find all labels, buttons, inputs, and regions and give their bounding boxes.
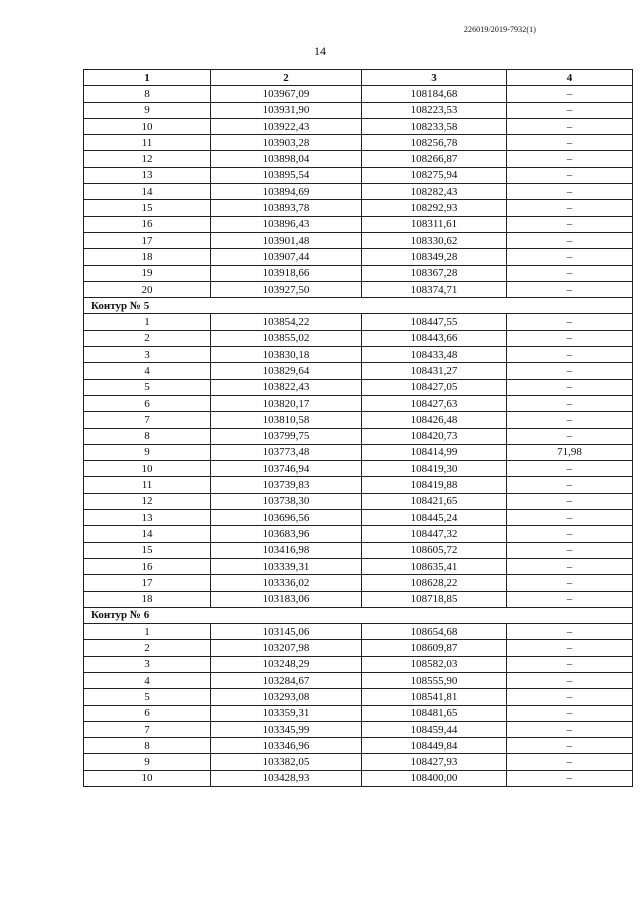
value-cell: – — [507, 672, 633, 688]
y-coordinate-cell: 108605,72 — [362, 542, 507, 558]
point-number-cell: 3 — [84, 656, 211, 672]
y-coordinate-cell: 108654,68 — [362, 624, 507, 640]
table-row — [84, 656, 633, 672]
section-row — [84, 607, 633, 623]
table-row — [84, 721, 633, 737]
value-cell: – — [507, 689, 633, 705]
table-row — [84, 151, 633, 167]
table-row — [84, 135, 633, 151]
point-number-cell: 4 — [84, 672, 211, 688]
table-row — [84, 510, 633, 526]
table-row — [84, 330, 633, 346]
value-cell: – — [507, 102, 633, 118]
x-coordinate-cell: 103907,44 — [211, 249, 362, 265]
value-cell: – — [507, 721, 633, 737]
y-coordinate-cell: 108445,24 — [362, 510, 507, 526]
value-cell: – — [507, 363, 633, 379]
column-header-3: 3 — [362, 70, 507, 86]
document-id: 226019/2019-7932(1) — [463, 25, 536, 34]
x-coordinate-cell: 103359,31 — [211, 705, 362, 721]
value-cell: – — [507, 477, 633, 493]
value-cell: – — [507, 314, 633, 330]
x-coordinate-cell: 103894,69 — [211, 184, 362, 200]
table-row — [84, 754, 633, 770]
y-coordinate-cell: 108449,84 — [362, 738, 507, 754]
point-number-cell: 9 — [84, 102, 211, 118]
y-coordinate-cell: 108427,05 — [362, 379, 507, 395]
y-coordinate-cell: 108635,41 — [362, 558, 507, 574]
point-number-cell: 11 — [84, 135, 211, 151]
value-cell: – — [507, 216, 633, 232]
x-coordinate-cell: 103893,78 — [211, 200, 362, 216]
value-cell: – — [507, 135, 633, 151]
x-coordinate-cell: 103967,09 — [211, 86, 362, 102]
table-row — [84, 118, 633, 134]
y-coordinate-cell: 108266,87 — [362, 151, 507, 167]
column-header-4: 4 — [507, 70, 633, 86]
x-coordinate-cell: 103145,06 — [211, 624, 362, 640]
table-row — [84, 493, 633, 509]
value-cell: – — [507, 118, 633, 134]
column-header-1: 1 — [84, 70, 211, 86]
point-number-cell: 10 — [84, 770, 211, 786]
point-number-cell: 15 — [84, 200, 211, 216]
x-coordinate-cell: 103428,93 — [211, 770, 362, 786]
table-row — [84, 347, 633, 363]
table-body — [84, 86, 633, 787]
table-row — [84, 624, 633, 640]
section-row — [84, 298, 633, 314]
y-coordinate-cell: 108433,48 — [362, 347, 507, 363]
point-number-cell: 16 — [84, 216, 211, 232]
value-cell: – — [507, 151, 633, 167]
y-coordinate-cell: 108374,71 — [362, 281, 507, 297]
value-cell: – — [507, 624, 633, 640]
x-coordinate-cell: 103854,22 — [211, 314, 362, 330]
y-coordinate-cell: 108609,87 — [362, 640, 507, 656]
x-coordinate-cell: 103416,98 — [211, 542, 362, 558]
x-coordinate-cell: 103855,02 — [211, 330, 362, 346]
point-number-cell: 13 — [84, 167, 211, 183]
x-coordinate-cell: 103820,17 — [211, 395, 362, 411]
y-coordinate-cell: 108628,22 — [362, 575, 507, 591]
table-row — [84, 738, 633, 754]
y-coordinate-cell: 108184,68 — [362, 86, 507, 102]
y-coordinate-cell: 108275,94 — [362, 167, 507, 183]
x-coordinate-cell: 103901,48 — [211, 232, 362, 248]
table-row — [84, 444, 633, 460]
y-coordinate-cell: 108420,73 — [362, 428, 507, 444]
y-coordinate-cell: 108541,81 — [362, 689, 507, 705]
table-row — [84, 477, 633, 493]
table-row — [84, 428, 633, 444]
point-number-cell: 12 — [84, 151, 211, 167]
table-row — [84, 379, 633, 395]
y-coordinate-cell: 108349,28 — [362, 249, 507, 265]
x-coordinate-cell: 103918,66 — [211, 265, 362, 281]
table-row — [84, 461, 633, 477]
point-number-cell: 3 — [84, 347, 211, 363]
point-number-cell: 8 — [84, 738, 211, 754]
value-cell: – — [507, 738, 633, 754]
point-number-cell: 6 — [84, 705, 211, 721]
point-number-cell: 8 — [84, 428, 211, 444]
point-number-cell: 18 — [84, 591, 211, 607]
value-cell: – — [507, 86, 633, 102]
point-number-cell: 4 — [84, 363, 211, 379]
point-number-cell: 20 — [84, 281, 211, 297]
value-cell: – — [507, 167, 633, 183]
point-number-cell: 7 — [84, 412, 211, 428]
point-number-cell: 2 — [84, 640, 211, 656]
value-cell: – — [507, 461, 633, 477]
x-coordinate-cell: 103248,29 — [211, 656, 362, 672]
table-row — [84, 542, 633, 558]
value-cell: – — [507, 542, 633, 558]
y-coordinate-cell: 108431,27 — [362, 363, 507, 379]
x-coordinate-cell: 103896,43 — [211, 216, 362, 232]
point-number-cell: 1 — [84, 624, 211, 640]
table-row — [84, 216, 633, 232]
x-coordinate-cell: 103773,48 — [211, 444, 362, 460]
point-number-cell: 15 — [84, 542, 211, 558]
table-row — [84, 591, 633, 607]
value-cell: – — [507, 184, 633, 200]
table-header — [84, 70, 633, 86]
point-number-cell: 6 — [84, 395, 211, 411]
y-coordinate-cell: 108582,03 — [362, 656, 507, 672]
point-number-cell: 14 — [84, 184, 211, 200]
x-coordinate-cell: 103739,83 — [211, 477, 362, 493]
x-coordinate-cell: 103799,75 — [211, 428, 362, 444]
table-row — [84, 102, 633, 118]
table-row — [84, 575, 633, 591]
table-row — [84, 363, 633, 379]
y-coordinate-cell: 108447,32 — [362, 526, 507, 542]
section-title: Контур № 6 — [84, 607, 633, 623]
y-coordinate-cell: 108718,85 — [362, 591, 507, 607]
x-coordinate-cell: 103284,67 — [211, 672, 362, 688]
table-row — [84, 86, 633, 102]
y-coordinate-cell: 108256,78 — [362, 135, 507, 151]
point-number-cell: 13 — [84, 510, 211, 526]
table-row — [84, 689, 633, 705]
value-cell: – — [507, 200, 633, 216]
y-coordinate-cell: 108427,63 — [362, 395, 507, 411]
point-number-cell: 8 — [84, 86, 211, 102]
point-number-cell: 17 — [84, 575, 211, 591]
x-coordinate-cell: 103822,43 — [211, 379, 362, 395]
x-coordinate-cell: 103895,54 — [211, 167, 362, 183]
value-cell: – — [507, 754, 633, 770]
y-coordinate-cell: 108447,55 — [362, 314, 507, 330]
x-coordinate-cell: 103382,05 — [211, 754, 362, 770]
y-coordinate-cell: 108481,65 — [362, 705, 507, 721]
table-row — [84, 395, 633, 411]
column-header-2: 2 — [211, 70, 362, 86]
y-coordinate-cell: 108459,44 — [362, 721, 507, 737]
table-row — [84, 200, 633, 216]
y-coordinate-cell: 108421,65 — [362, 493, 507, 509]
x-coordinate-cell: 103810,58 — [211, 412, 362, 428]
table-row — [84, 526, 633, 542]
point-number-cell: 2 — [84, 330, 211, 346]
point-number-cell: 1 — [84, 314, 211, 330]
value-cell: 71,98 — [507, 444, 633, 460]
point-number-cell: 9 — [84, 754, 211, 770]
y-coordinate-cell: 108282,43 — [362, 184, 507, 200]
table-row — [84, 232, 633, 248]
point-number-cell: 17 — [84, 232, 211, 248]
x-coordinate-cell: 103931,90 — [211, 102, 362, 118]
value-cell: – — [507, 705, 633, 721]
value-cell: – — [507, 281, 633, 297]
x-coordinate-cell: 103183,06 — [211, 591, 362, 607]
x-coordinate-cell: 103829,64 — [211, 363, 362, 379]
point-number-cell: 9 — [84, 444, 211, 460]
value-cell: – — [507, 770, 633, 786]
table-row — [84, 412, 633, 428]
point-number-cell: 5 — [84, 379, 211, 395]
table-row — [84, 184, 633, 200]
y-coordinate-cell: 108426,48 — [362, 412, 507, 428]
point-number-cell: 10 — [84, 118, 211, 134]
y-coordinate-cell: 108330,62 — [362, 232, 507, 248]
value-cell: – — [507, 510, 633, 526]
x-coordinate-cell: 103738,30 — [211, 493, 362, 509]
y-coordinate-cell: 108311,61 — [362, 216, 507, 232]
x-coordinate-cell: 103346,96 — [211, 738, 362, 754]
page-number: 14 — [314, 44, 326, 58]
value-cell: – — [507, 558, 633, 574]
y-coordinate-cell: 108223,53 — [362, 102, 507, 118]
point-number-cell: 18 — [84, 249, 211, 265]
value-cell: – — [507, 640, 633, 656]
value-cell: – — [507, 265, 633, 281]
table-row — [84, 249, 633, 265]
value-cell: – — [507, 428, 633, 444]
x-coordinate-cell: 103345,99 — [211, 721, 362, 737]
point-number-cell: 14 — [84, 526, 211, 542]
x-coordinate-cell: 103927,50 — [211, 281, 362, 297]
y-coordinate-cell: 108419,88 — [362, 477, 507, 493]
table-row — [84, 558, 633, 574]
table-row — [84, 265, 633, 281]
y-coordinate-cell: 108414,99 — [362, 444, 507, 460]
point-number-cell: 7 — [84, 721, 211, 737]
x-coordinate-cell: 103293,08 — [211, 689, 362, 705]
point-number-cell: 5 — [84, 689, 211, 705]
table-header-row — [84, 70, 633, 86]
x-coordinate-cell: 103696,56 — [211, 510, 362, 526]
x-coordinate-cell: 103898,04 — [211, 151, 362, 167]
x-coordinate-cell: 103746,94 — [211, 461, 362, 477]
x-coordinate-cell: 103903,28 — [211, 135, 362, 151]
value-cell: – — [507, 379, 633, 395]
value-cell: – — [507, 249, 633, 265]
point-number-cell: 12 — [84, 493, 211, 509]
y-coordinate-cell: 108292,93 — [362, 200, 507, 216]
y-coordinate-cell: 108427,93 — [362, 754, 507, 770]
y-coordinate-cell: 108443,66 — [362, 330, 507, 346]
value-cell: – — [507, 591, 633, 607]
value-cell: – — [507, 493, 633, 509]
x-coordinate-cell: 103336,02 — [211, 575, 362, 591]
section-title: Контур № 5 — [84, 298, 633, 314]
y-coordinate-cell: 108419,30 — [362, 461, 507, 477]
table-row — [84, 705, 633, 721]
point-number-cell: 10 — [84, 461, 211, 477]
point-number-cell: 16 — [84, 558, 211, 574]
value-cell: – — [507, 330, 633, 346]
table-row — [84, 640, 633, 656]
y-coordinate-cell: 108367,28 — [362, 265, 507, 281]
value-cell: – — [507, 232, 633, 248]
table-row — [84, 281, 633, 297]
value-cell: – — [507, 412, 633, 428]
value-cell: – — [507, 526, 633, 542]
x-coordinate-cell: 103207,98 — [211, 640, 362, 656]
value-cell: – — [507, 575, 633, 591]
table-row — [84, 314, 633, 330]
y-coordinate-cell: 108400,00 — [362, 770, 507, 786]
table-row — [84, 167, 633, 183]
coordinates-table — [83, 69, 633, 787]
y-coordinate-cell: 108555,90 — [362, 672, 507, 688]
table-row — [84, 770, 633, 786]
x-coordinate-cell: 103830,18 — [211, 347, 362, 363]
value-cell: – — [507, 656, 633, 672]
x-coordinate-cell: 103922,43 — [211, 118, 362, 134]
point-number-cell: 19 — [84, 265, 211, 281]
table-row — [84, 672, 633, 688]
value-cell: – — [507, 347, 633, 363]
y-coordinate-cell: 108233,58 — [362, 118, 507, 134]
point-number-cell: 11 — [84, 477, 211, 493]
x-coordinate-cell: 103339,31 — [211, 558, 362, 574]
x-coordinate-cell: 103683,96 — [211, 526, 362, 542]
value-cell: – — [507, 395, 633, 411]
